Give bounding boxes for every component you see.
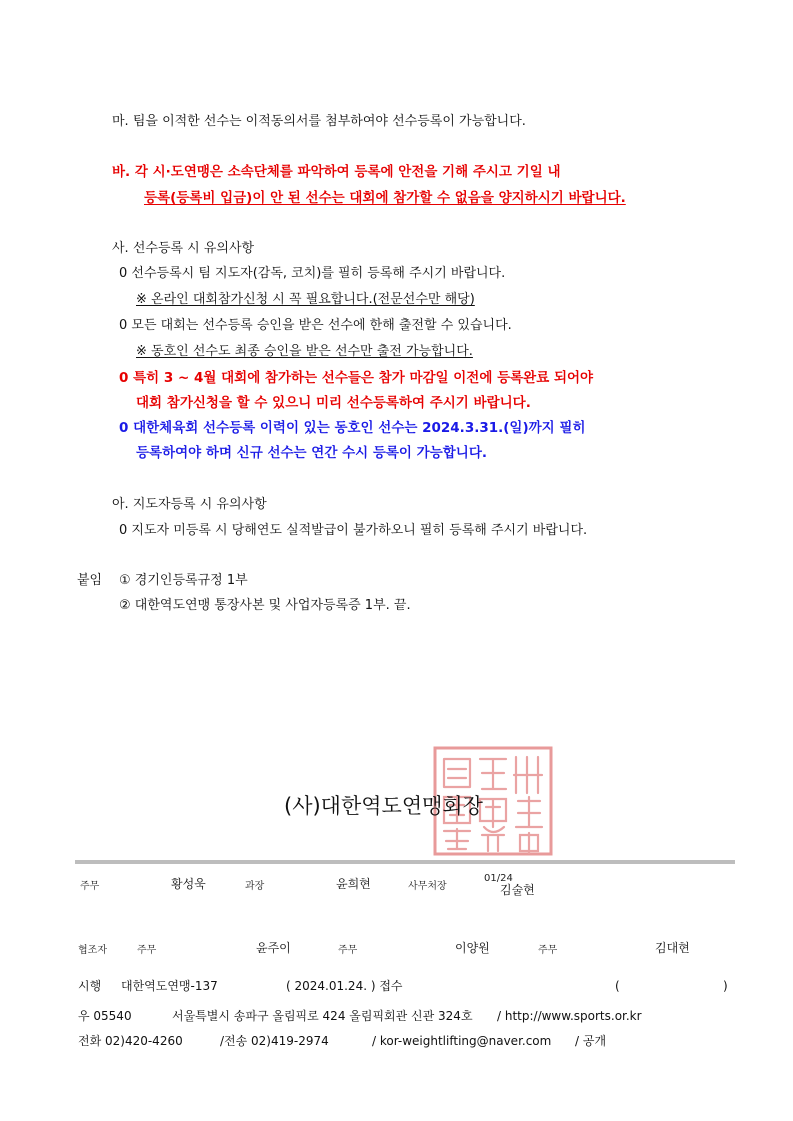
- sa-item-4-line2: 등록하여야 하며 신규 선수는 연간 수시 등록이 가능합니다.: [136, 445, 488, 461]
- approval-signature: 이양원: [455, 941, 490, 955]
- section-sa-heading: 사. 선수등록 시 유의사항: [112, 241, 255, 256]
- website-link[interactable]: / http://www.sports.or.kr: [497, 1009, 642, 1023]
- attachment-item-2: ② 대한역도연맹 통장사본 및 사업자등록증 1부. 끝.: [119, 598, 411, 613]
- approval-role: 과장: [245, 881, 265, 892]
- approval-signature: 윤희현: [336, 877, 371, 891]
- sa-item-3-line2: 대회 참가신청을 할 수 있으니 미리 선수등록하여 주시기 바랍니다.: [136, 395, 531, 411]
- approval-signature: 황성욱: [171, 877, 206, 891]
- fax: /전송 02)419-2974: [220, 1034, 329, 1048]
- approval-signature: 김술현: [500, 883, 535, 897]
- phone: 전화 02)420-4260: [78, 1034, 183, 1048]
- sa-item-1: 0 선수등록시 팀 지도자(감독, 코치)를 필히 등록해 주시기 바랍니다.: [119, 266, 506, 281]
- sa-item-4-line1: 0 대한체육회 선수등록 이력이 있는 동호인 선수는 2024.3.31.(일)까지 필히: [119, 420, 586, 436]
- doc-label: 시행: [78, 979, 102, 993]
- postal-code: 우 05540: [78, 1009, 132, 1023]
- cooperator-label: 협조자: [78, 945, 107, 956]
- attachment-label: 붙임: [77, 573, 103, 588]
- sa-item-1-note: ※ 온라인 대회참가신청 시 꼭 필요합니다.(전문선수만 해당): [136, 292, 475, 307]
- issuer-name: (사)대한역도연맹회장: [284, 794, 483, 818]
- item-ba-line2: 등록(등록비 입금)이 안 된 선수는 대회에 참가할 수 없음을 양지하시기 바랍니다.: [144, 190, 626, 206]
- sa-item-2-note: ※ 동호인 선수도 최종 승인을 받은 선수만 출전 가능합니다.: [136, 344, 473, 359]
- email-link[interactable]: / kor-weightlifting@naver.com: [372, 1034, 552, 1048]
- receipt-open: (: [615, 979, 620, 993]
- attachment-item-1: ① 경기인등록규정 1부: [119, 573, 248, 588]
- approval-role: 주무: [538, 945, 558, 956]
- sa-item-3-line1: 0 특히 3 ~ 4월 대회에 참가하는 선수들은 참가 마감일 이전에 등록완료 되어야: [119, 370, 594, 386]
- approval-role: 주무: [338, 945, 358, 956]
- approval-role: 주무: [80, 881, 100, 892]
- approval-divider: [75, 860, 735, 864]
- approval-signature: 김대현: [655, 941, 690, 955]
- item-ba-line1: 바. 각 시·도연맹은 소속단체를 파악하여 등록에 안전을 기해 주시고 기일 내: [112, 164, 561, 180]
- doc-number: 대한역도연맹-137: [121, 979, 218, 993]
- approval-date: 01/24: [484, 873, 513, 884]
- address: 서울특별시 송파구 올림픽로 424 올림픽회관 신관 324호: [172, 1009, 473, 1023]
- section-a-heading: 아. 지도자등록 시 유의사항: [112, 497, 267, 512]
- doc-date: ( 2024.01.24. ) 접수: [286, 979, 403, 993]
- sa-item-2: 0 모든 대회는 선수등록 승인을 받은 선수에 한해 출전할 수 있습니다.: [119, 318, 512, 333]
- receipt-close: ): [723, 979, 728, 993]
- approval-signature: 윤주이: [256, 941, 291, 955]
- approval-role: 사무처장: [408, 881, 447, 892]
- item-ma: 마. 팀을 이적한 선수는 이적동의서를 첨부하여야 선수등록이 가능합니다.: [112, 114, 526, 129]
- a-item-1: 0 지도자 미등록 시 당해연도 실적발급이 불가하오니 필히 등록해 주시기 바랍니다.: [119, 523, 588, 538]
- approval-role: 주무: [137, 945, 157, 956]
- disclosure: / 공개: [575, 1034, 607, 1048]
